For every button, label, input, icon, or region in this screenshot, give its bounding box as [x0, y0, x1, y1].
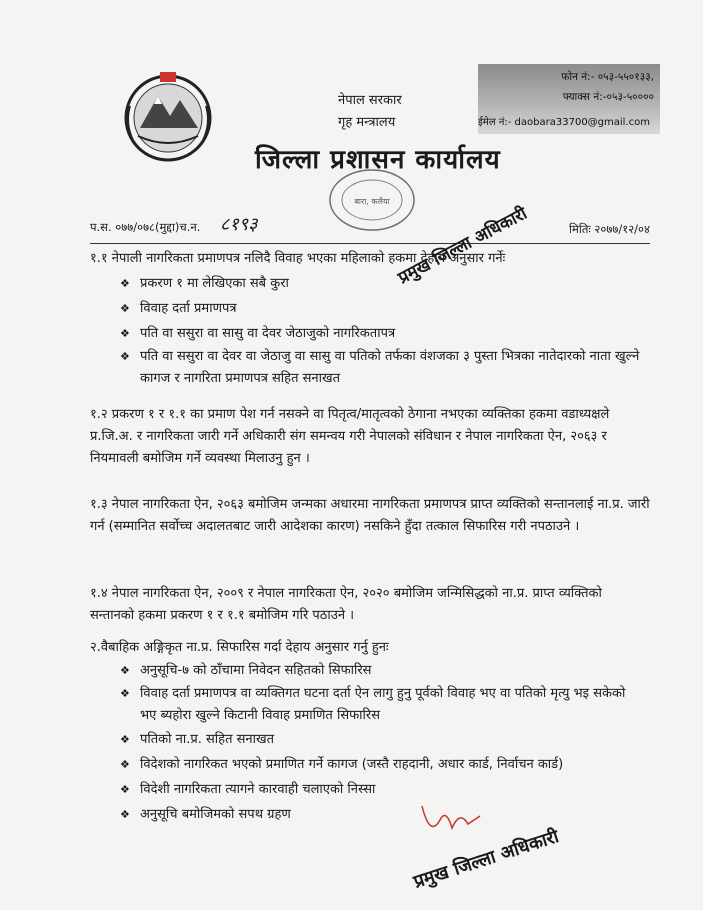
letter-date: मितिः २०७७/१२/०४ [569, 222, 650, 236]
list-item: ❖ प्रकरण १ मा लेखिएका सबै कुरा [120, 271, 640, 296]
list-item: ❖ पतिको ना.प्र. सहित सनाखत [120, 727, 640, 752]
list-item: ❖ विदेशी नागरिकता त्यागने कारवाही चलाएको निस्सा [120, 777, 640, 802]
section-1-4: १.४ नेपाल नागरिकता ऐन, २००९ र नेपाल नागरिकता ऐन, २०२० बमोजिम जन्मिसिद्धको ना.प्र. प्राप्त व्यक्तिको सन्तानको हकमा प्रकरण १ र १.१ बमोजिम गरि पठाउने । [90, 586, 602, 623]
section-1-3: १.३ नेपाल नागरिकता ऐन, २०६३ बमोजिम जन्मका अधारमा नागरिकता प्रमाणपत्र प्राप्त व्यक्तिको सन्तानलाई ना.प्र. जारी गर्न (सम्मानित सर्वोच्च अदालतबाट जारी आदेशका कारण) नसकिने हुँदा तत्काल सिफारिस गरी नपठाउने । [90, 497, 650, 534]
reference-label: प.स. ०७७/०७८(मुद्दा)च.न. [90, 220, 201, 234]
list-item: ❖ अनुसूचि बमोजिमको सपथ ग्रहण [120, 802, 640, 827]
gov-line-2: गृह मन्त्रालय [338, 115, 396, 130]
list-item: ❖ पति वा ससुरा वा सासु वा देवर जेठाजुको नागरिकतापत्र [120, 321, 640, 346]
list-item: ❖ विदेशको नागरिकत भएको प्रमाणित गर्ने कागज (जस्तै राहदानी, अधार कार्ड, निर्वाचन कार्ड) [120, 752, 640, 777]
fax-number: फ्याक्स नं:-०५३-५०००० [562, 91, 654, 103]
svg-text:प्रमुख जिल्ला अधिकारी: प्रमुख जिल्ला अधिकारी [394, 204, 531, 289]
gov-line-1: नेपाल सरकार [338, 93, 402, 108]
list-item: ❖ विवाह दर्ता प्रमाणपत्र वा व्यक्तिगत घटना दर्ता ऐन लागु हुनु पूर्वको विवाह भए वा पतिको मृत्यु भइ सकेको भए ब्यहोरा खुल्ने किटानी विवाह प्रमाणित सिफारिस [120, 683, 640, 727]
government-heading [338, 90, 402, 134]
signature-stamp [410, 788, 600, 898]
section-1-1-list [120, 271, 640, 390]
email-address: ईमेल नं:- daobara33700@gmail.com [478, 117, 650, 128]
phone-number: फोन नं:- ०५३-५५०१३३, [561, 71, 654, 83]
list-item: ❖ पति वा ससुरा वा देवर वा जेठाजु वा सासु वा पतिको तर्फका वंशजका ३ पुस्ता भित्रका नातेदारको नाता खुल्ने कागज र नागरिता प्रमाणपत्र सहित सनाखत [120, 346, 640, 390]
reference-number: ८१९३ [220, 214, 258, 235]
svg-text:बारा, कलैया: बारा, कलैया [354, 197, 390, 206]
section-2-heading: २.वैबाहिक अङ्गिकृत ना.प्र. सिफारिस गर्दा देहाय अनुसार गर्नु हुनः [90, 640, 389, 655]
section-1-1-heading: १.१ नेपाली नागरिकता प्रमाणपत्र नलिदै विवाह भएका महिलाको हकमा देहाय अनुसार गर्नेः [90, 251, 506, 266]
signature-title: प्रमुख जिल्ला अधिकारी [411, 826, 562, 893]
office-title: जिल्ला प्रशासन कार्यालय [255, 145, 501, 175]
section-1-2: १.२ प्रकरण १ र १.१ का प्रमाण पेश गर्न नसक्ने वा पितृत्व/मातृत्वको ठेगाना नभएका व्यक्तिका हकमा वडाध्यक्षले प्र.जि.अ. र नागरिकता जारी गर्ने अधिकारी संग समन्वय गरी नेपालको संविधान र नेपाल नागरिकता ऐन, २०६३ र नियमावली बमोजिम गर्ने व्यवस्था मिलाउनु हुन । [90, 407, 610, 466]
list-item: ❖ अनुसूचि-७ को ठाँचामा निवेदन सहितको सिफारिस [120, 658, 640, 683]
nepal-emblem-icon [118, 66, 218, 166]
list-item: ❖ विवाह दर्ता प्रमाणपत्र [120, 296, 640, 321]
contact-block [478, 64, 660, 134]
